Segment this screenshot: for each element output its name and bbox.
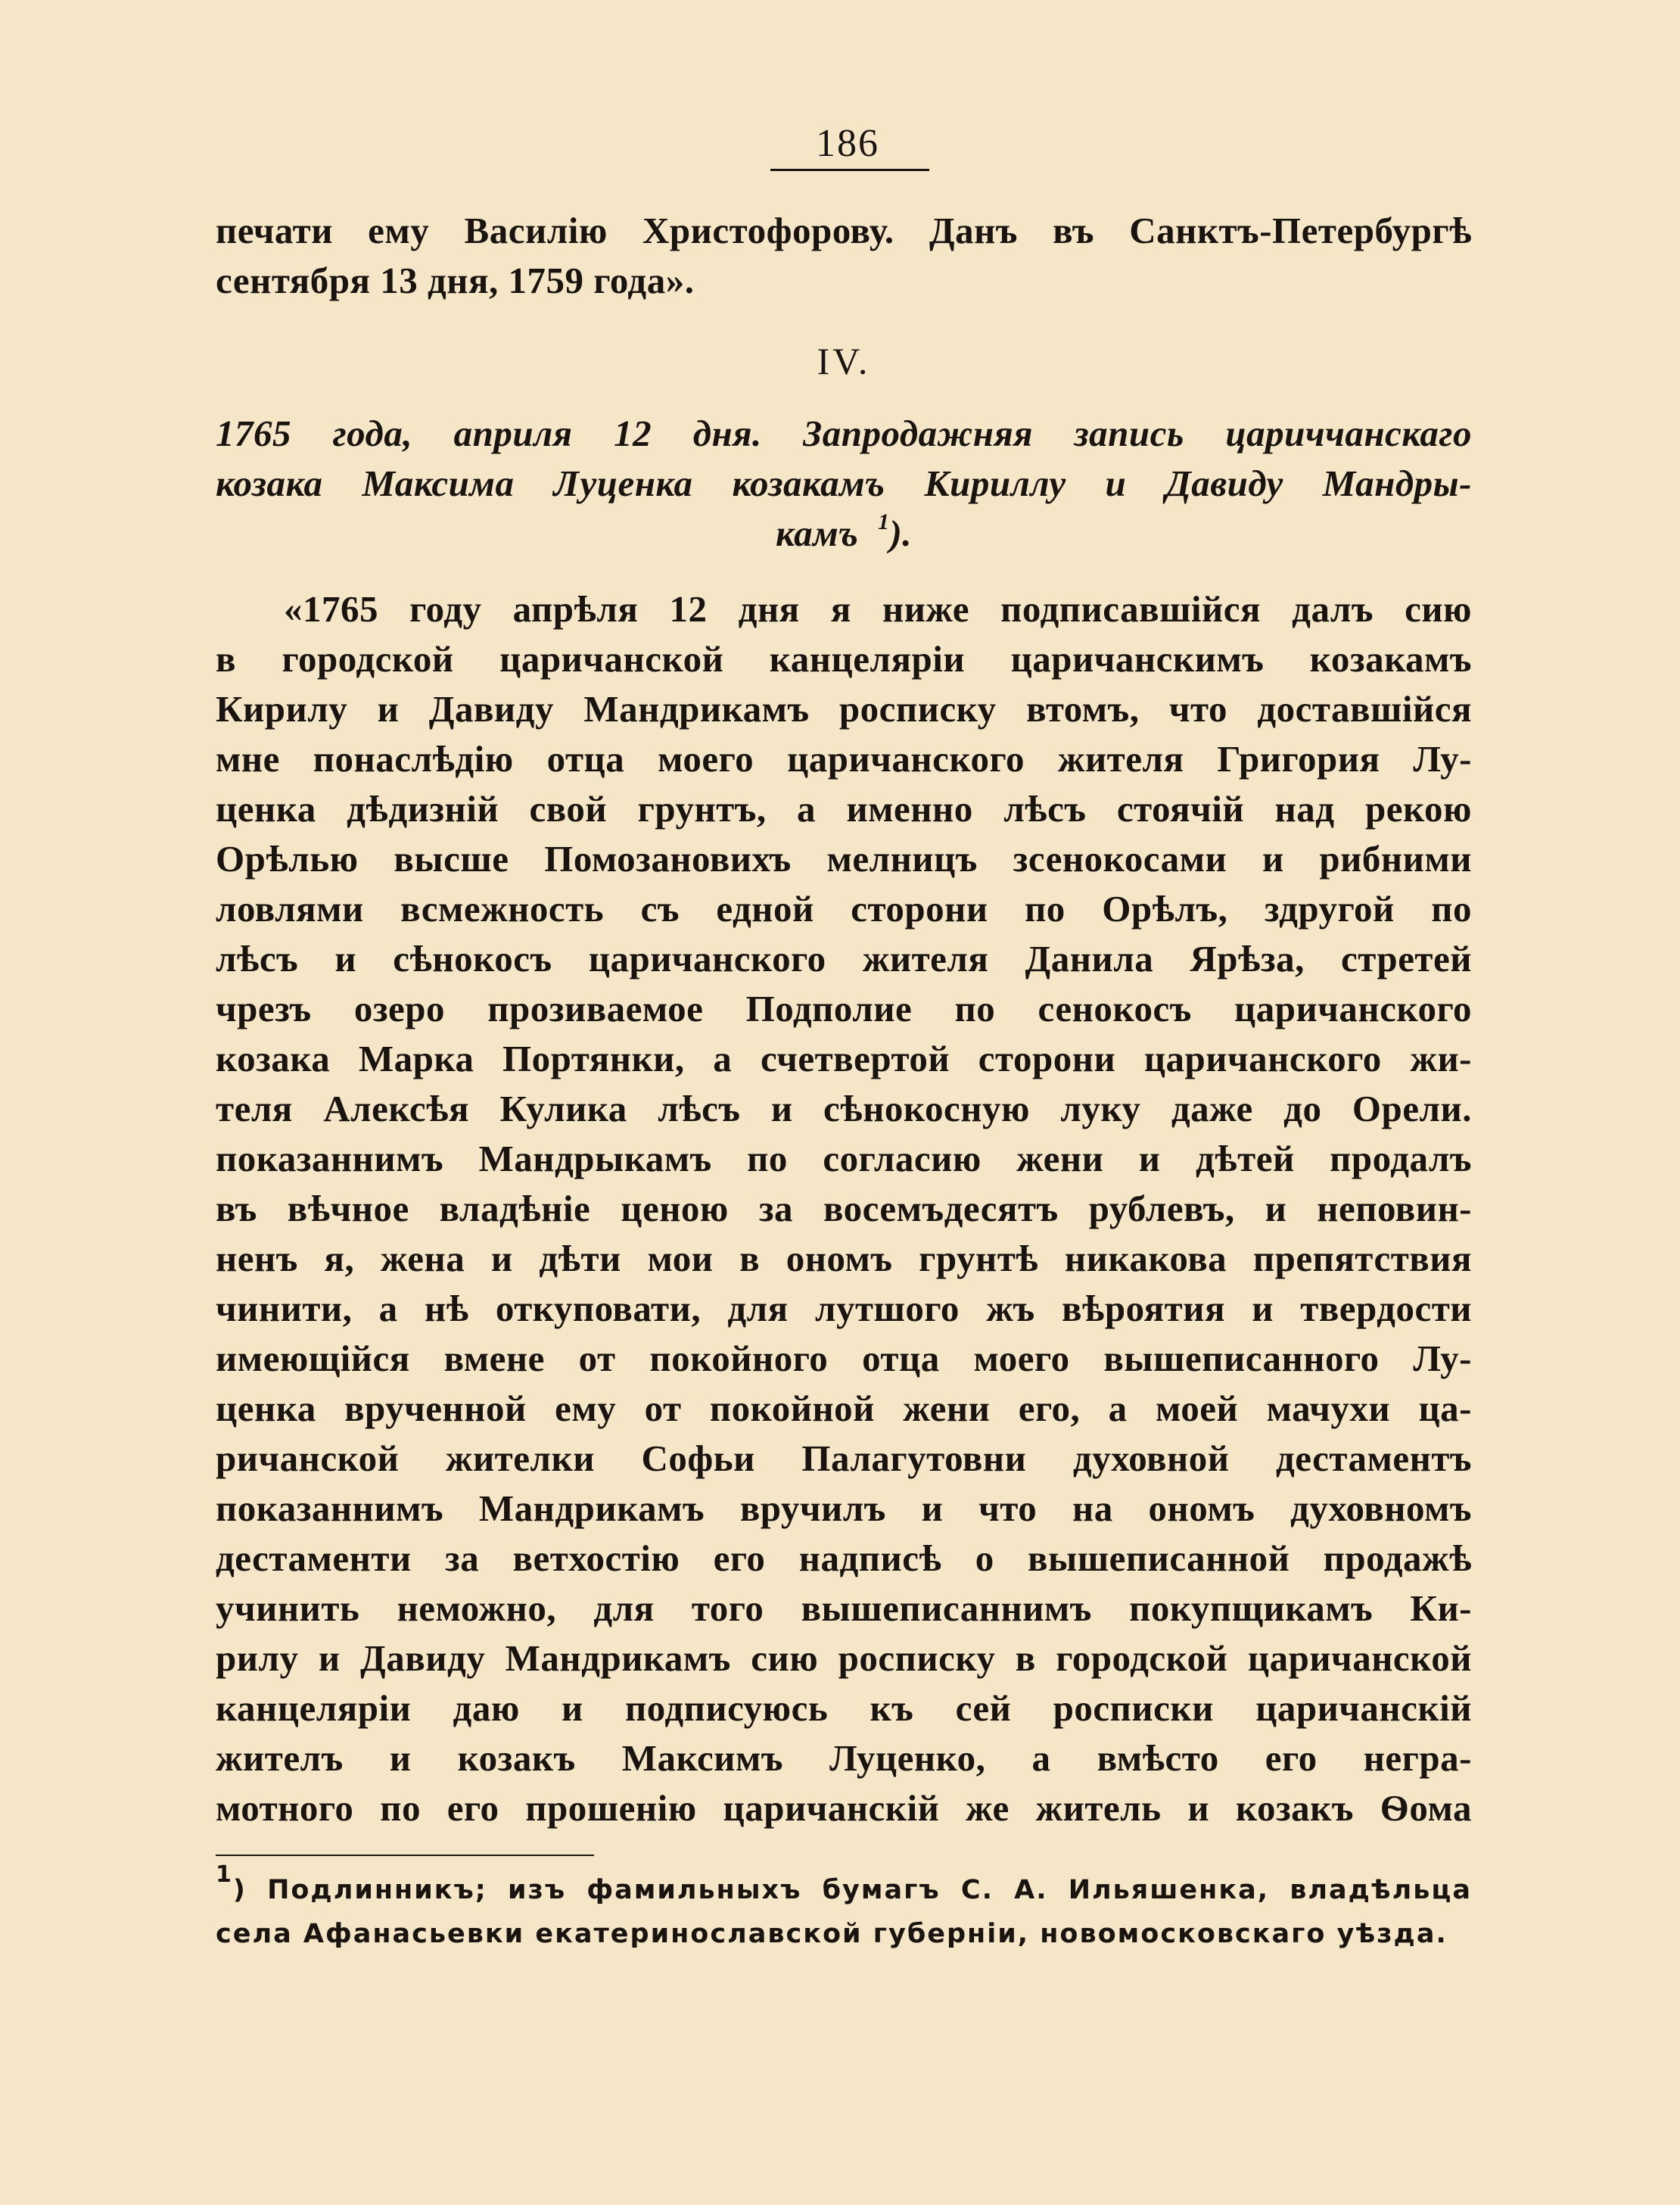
- body-line: Кирилу и Давиду Мандрикамъ росписку втомъ, что доставшійся: [216, 688, 1472, 730]
- heading-tail: ).: [889, 512, 913, 554]
- footnote-line: [216, 1861, 1472, 1912]
- body-line: ричанской жителки Софьи Палагутовни духовной дестаментъ: [216, 1437, 1472, 1479]
- footnote: [216, 1861, 1472, 1956]
- body-line: учинить неможно, для того вышеписаннимъ покупщикамъ Ки-: [216, 1587, 1472, 1629]
- body-line: Орѣлью высше Помозановихъ мелницъ зсенокосами и рибними: [216, 838, 1472, 880]
- continued-text: [216, 206, 1472, 306]
- body-text: [216, 584, 1472, 1833]
- body-line: показаннимъ Мандрыкамъ по согласию жени и дѣтей продалъ: [216, 1138, 1472, 1179]
- body-line: имеющійся вмене от покойного отца моего вышеписанного Лу-: [216, 1338, 1472, 1379]
- body-line: рилу и Давиду Мандрикамъ сию росписку в городской царичанской: [216, 1637, 1472, 1679]
- body-line: дестаменти за ветхостію его надписѣ о вышеписанной продажѣ: [216, 1537, 1472, 1579]
- page-number: 186: [816, 122, 879, 165]
- footnote-line: села Афанасьевки екатеринославской губерніи, новомосковскаго уѣзда.: [216, 1919, 1448, 1949]
- footnote-line-text: ) Подлинникъ; изъ фамильныхъ бумагъ С. А. Ильяшенка, владѣльца: [232, 1875, 1472, 1905]
- section-number: IV.: [817, 340, 871, 382]
- footnote-reference: 1: [877, 509, 890, 534]
- body-line: жителъ и козакъ Максимъ Луценко, а вмѣсто его негра-: [216, 1737, 1472, 1779]
- body-line: ненъ я, жена и дѣти мои в ономъ грунтѣ никакова препятствия: [216, 1238, 1472, 1279]
- body-line: канцеляріи даю и подписуюсь къ сей росписки царичанскій: [216, 1687, 1472, 1729]
- body-line: ценка дѣдизній свой грунтъ, а именно лѣсъ стоячій над рекою: [216, 788, 1472, 830]
- body-line: мотного по его прошенію царичанскій же житель и козакъ Ѳома: [216, 1787, 1472, 1829]
- body-line: ловлями всмежность съ едной сторони по Орѣлъ, здругой по: [216, 888, 1472, 930]
- body-line: мне понаслѣдію отца моего царичанского жителя Григория Лу-: [216, 738, 1472, 780]
- document-heading: [216, 409, 1472, 559]
- text-line: печати ему Василію Христофорову. Данъ въ Санктъ-Петербургѣ: [216, 210, 1472, 251]
- body-line: показаннимъ Мандрикамъ вручилъ и что на ономъ духовномъ: [216, 1487, 1472, 1529]
- heading-line: 1765 года, априля 12 дня. Запродажняя запись цариччанскаго: [216, 413, 1472, 454]
- body-line: въ вѣчное владѣніе ценою за восемъдесятъ рублевъ, и неповин-: [216, 1188, 1472, 1229]
- body-line: ценка врученной ему от покойной жени его, а моей мачухи ца-: [216, 1387, 1472, 1429]
- text-line: сентября 13 дня, 1759 года».: [216, 260, 695, 301]
- heading-line: [216, 509, 1472, 559]
- body-line: в городской царичанской канцеляріи царичанскимъ козакамъ: [216, 638, 1472, 680]
- document-page: [216, 121, 1472, 1956]
- body-line: «1765 году апрѣля 12 дня я ниже подписавшійся далъ сию: [284, 588, 1472, 630]
- body-line: лѣсъ и сѣнокосъ царичанского жителя Данила Ярѣза, стретей: [216, 938, 1472, 979]
- heading-line-text: камъ: [775, 512, 859, 554]
- body-line: козака Марка Портянки, а счетвертой сторони царичанского жи-: [216, 1038, 1472, 1079]
- page-number-rule: [770, 169, 929, 171]
- body-line: чинити, а нѣ откуповати, для лутшого жъ вѣроятия и твердости: [216, 1288, 1472, 1329]
- footnote-mark: 1: [216, 1861, 233, 1888]
- body-line: теля Алексѣя Кулика лѣсъ и сѣнокосную луку даже до Орели.: [216, 1088, 1472, 1129]
- heading-line: козака Максима Луценка козакамъ Кириллу и Давиду Мандры-: [216, 462, 1472, 504]
- footnote-separator: [216, 1855, 594, 1856]
- body-line: чрезъ озеро прозиваемое Подполие по сенокосъ царичанского: [216, 988, 1472, 1029]
